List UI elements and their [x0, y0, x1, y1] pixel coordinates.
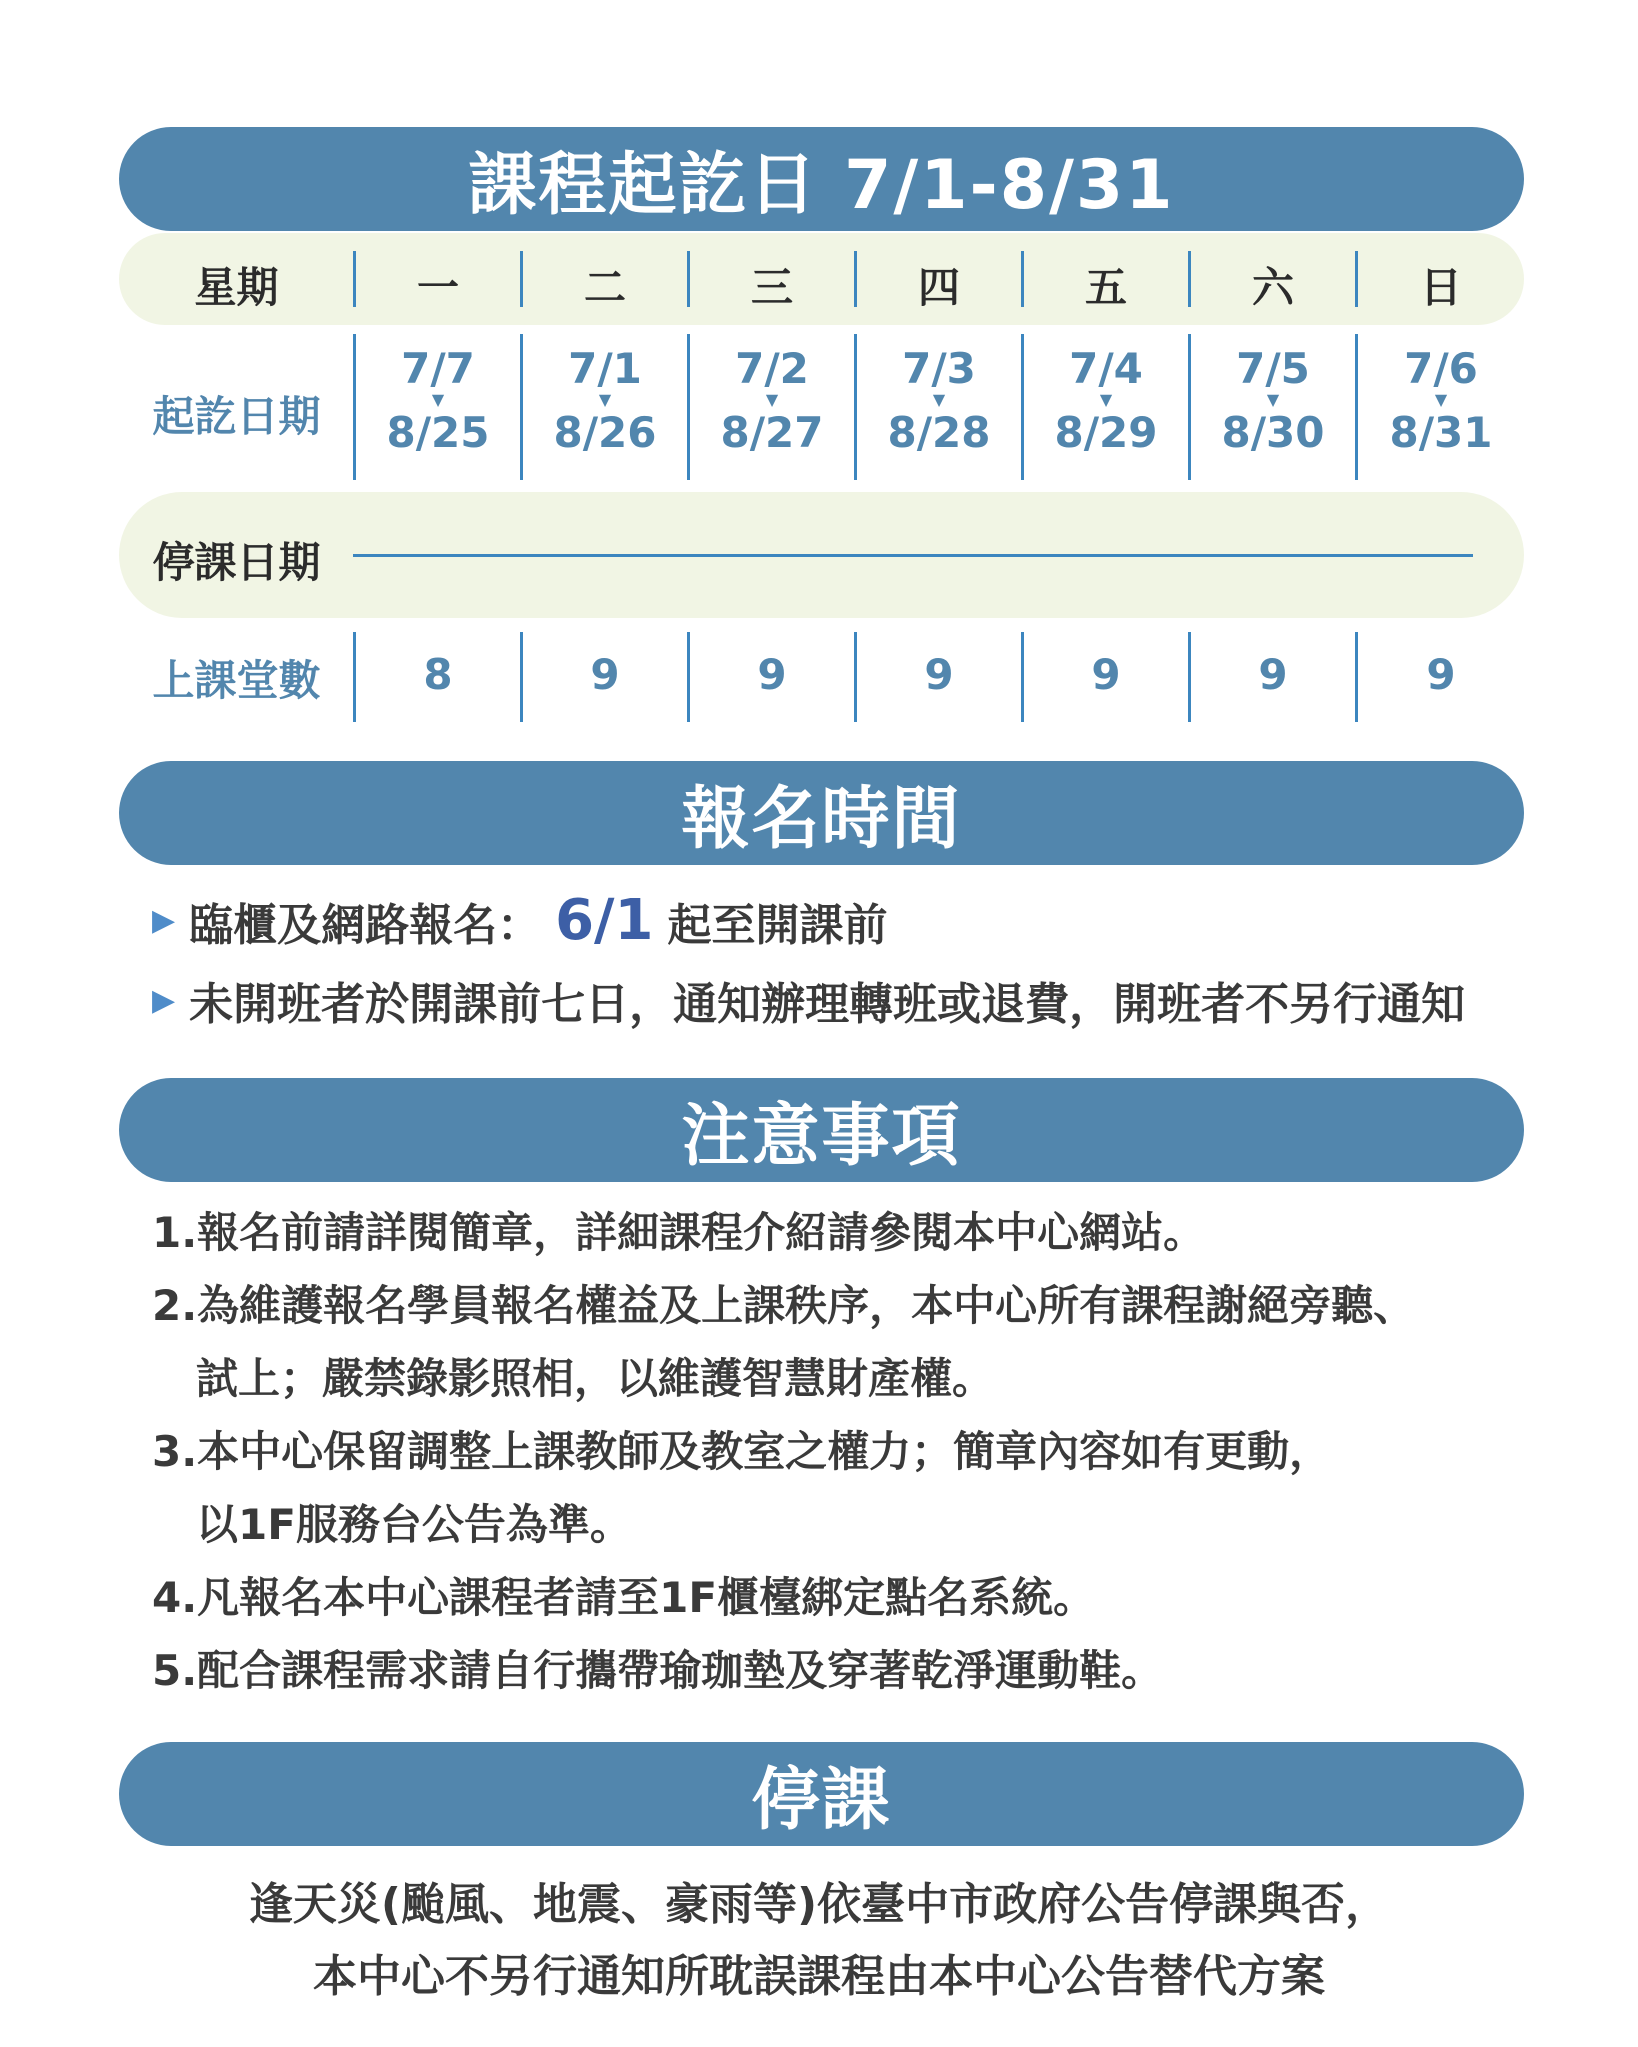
weekday-tue: 二: [583, 263, 626, 312]
note-item-continued: 試上；嚴禁錄影照相，以維護智慧財產權。: [196, 1354, 995, 1403]
count-mon: 8: [423, 650, 453, 699]
suspension-header: [119, 1742, 1524, 1846]
count-fri: 9: [1091, 650, 1121, 699]
count-thu: 9: [924, 650, 954, 699]
start-date: 7/5: [1236, 344, 1310, 393]
arrow-down-icon: ▼: [1099, 390, 1113, 409]
start-date: 7/7: [401, 344, 475, 393]
registration-notice: 未開班者於開課前七日，通知辦理轉班或退費，開班者不另行通知: [189, 979, 1466, 1030]
end-date: 8/30: [1221, 408, 1325, 457]
count-wed: 9: [757, 650, 787, 699]
end-date: 8/28: [887, 408, 991, 457]
note-item: 5.配合課程需求請自行攜帶瑜珈墊及穿著乾淨運動鞋。: [152, 1646, 1164, 1695]
note-item: 2.為維護報名學員報名權益及上課秩序，本中心所有課程謝絕旁聽、: [152, 1281, 1416, 1330]
arrow-down-icon: ▼: [1266, 390, 1280, 409]
weekday-sun: 日: [1419, 263, 1462, 312]
arrow-down-icon: ▼: [932, 390, 946, 409]
start-date: 7/6: [1404, 344, 1478, 393]
note-item: 4.凡報名本中心課程者請至1F櫃檯綁定點名系統。: [152, 1573, 1096, 1622]
suspension-text-1: 逢天災(颱風、地震、豪雨等)依臺中市政府公告停課與否，: [248, 1879, 1390, 1930]
suspend-row: [119, 492, 1524, 618]
registration-title: 報名時間: [681, 779, 962, 859]
triangle-bullet-icon: ▶: [152, 982, 176, 1018]
suspend-line: [353, 554, 1473, 557]
start-date: 7/1: [568, 344, 642, 393]
registration-line-2: [152, 968, 1465, 1032]
date-range-tue: [523, 344, 687, 457]
end-date: 8/27: [720, 408, 824, 457]
date-range-thu: [857, 344, 1021, 457]
date-range-wed: [690, 344, 854, 457]
end-date: 8/31: [1389, 408, 1493, 457]
triangle-bullet-icon: ▶: [152, 903, 176, 938]
notes-title: 注意事項: [681, 1096, 962, 1176]
end-date: 8/29: [1054, 408, 1158, 457]
note-item: 1.報名前請詳閱簡章，詳細課程介紹請參閱本中心網站。: [152, 1208, 1206, 1257]
notes-header: [119, 1078, 1524, 1182]
start-date: 7/3: [902, 344, 976, 393]
weekday-wed: 三: [750, 263, 793, 312]
count-tue: 9: [590, 650, 620, 699]
registration-suffix: 起至開課前: [667, 899, 888, 951]
note-item: 3.本中心保留調整上課教師及教室之權力；簡章內容如有更動，: [152, 1427, 1332, 1476]
dates-label: 起訖日期: [152, 392, 321, 441]
weekday-sat: 六: [1251, 263, 1294, 312]
end-date: 8/25: [386, 408, 490, 457]
date-range-sun: [1358, 344, 1524, 457]
date-range-mon: [356, 344, 520, 457]
counts-row: [119, 632, 1524, 724]
registration-prefix: 臨櫃及網路報名：: [189, 899, 542, 951]
registration-line-1: [152, 888, 887, 953]
count-sat: 9: [1258, 650, 1288, 699]
weekday-thu: 四: [917, 263, 960, 312]
weekday-label: 星期: [194, 263, 279, 312]
start-date: 7/2: [735, 344, 809, 393]
registration-start-date: 6/1: [555, 888, 654, 953]
arrow-down-icon: ▼: [765, 390, 779, 409]
schedule-header: [119, 127, 1524, 231]
schedule-title: 課程起訖日 7/1-8/31: [468, 145, 1175, 225]
date-range-sat: [1191, 344, 1355, 457]
count-label: 上課堂數: [152, 656, 321, 705]
arrow-down-icon: ▼: [1434, 390, 1448, 409]
end-date: 8/26: [553, 408, 657, 457]
arrow-down-icon: ▼: [431, 390, 445, 409]
suspension-text-2: 本中心不另行通知所耽誤課程由本中心公告替代方案: [313, 1951, 1325, 2002]
count-sun: 9: [1426, 650, 1456, 699]
weekday-fri: 五: [1084, 263, 1127, 312]
weekday-row: [119, 233, 1524, 325]
suspend-label: 停課日期: [152, 538, 321, 587]
dates-row: [119, 332, 1524, 482]
date-range-fri: [1024, 344, 1188, 457]
suspension-title: 停課: [751, 1760, 892, 1840]
arrow-down-icon: ▼: [598, 390, 612, 409]
start-date: 7/4: [1069, 344, 1143, 393]
weekday-mon: 一: [416, 263, 459, 312]
registration-header: [119, 761, 1524, 865]
note-item-continued: 以1F服務台公告為準。: [196, 1500, 632, 1549]
